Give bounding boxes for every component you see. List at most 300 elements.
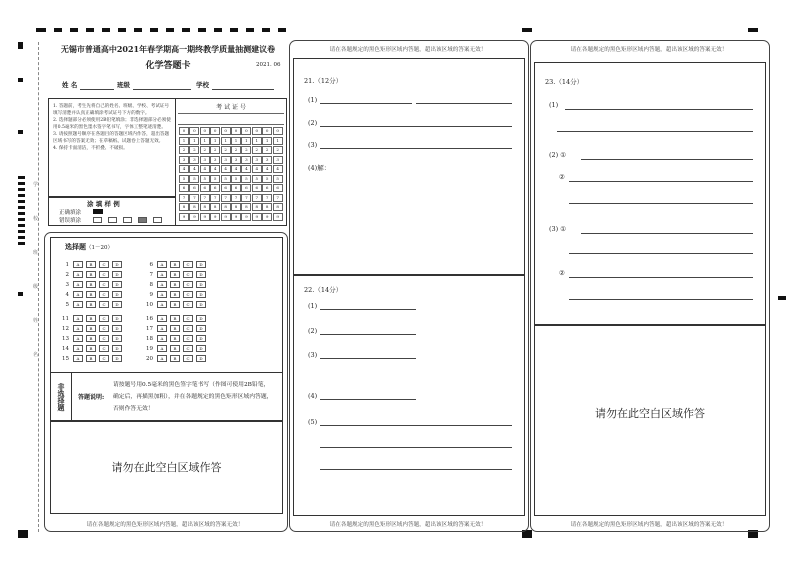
q21-part-label: (4)解：	[308, 164, 331, 172]
question-number: 19	[146, 345, 153, 352]
timing-mark	[522, 28, 532, 32]
exam-id-bubble[interactable]: 6	[221, 184, 231, 192]
exam-id-bubble[interactable]: 8	[189, 203, 199, 211]
exam-id-bubble[interactable]: 8	[262, 203, 272, 211]
exam-id-bubble[interactable]: 1	[179, 137, 189, 145]
instruction-item: 2. 选择题部分必须使用2B铅笔填涂；非选择题部分必须使用0.5毫米的黑色墨水签字笔书写，字体工整笔迹清楚。	[53, 118, 171, 130]
question-number: 10	[146, 301, 153, 308]
answer-bubble[interactable]: B	[170, 261, 180, 268]
exam-id-bubble[interactable]: 9	[200, 213, 210, 221]
exam-id-bubble[interactable]: 6	[252, 184, 262, 192]
exam-id-bubble[interactable]: 4	[273, 165, 283, 173]
exam-id-bubble[interactable]: 1	[252, 137, 262, 145]
timing-mark	[70, 28, 78, 32]
exam-id-bubble[interactable]: 2	[241, 146, 251, 154]
choice-row	[143, 314, 209, 323]
fill-example-box	[48, 196, 176, 226]
exam-id-bubble[interactable]: 6	[273, 184, 283, 192]
answer-bubble[interactable]: C	[99, 271, 109, 278]
class-field[interactable]	[133, 89, 191, 90]
answer-bubble[interactable]: A	[73, 315, 83, 322]
side-mark	[18, 292, 23, 296]
answer-bubble[interactable]: A	[157, 335, 167, 342]
correct-fill-label: 正确填涂	[59, 210, 82, 216]
question-number: 12	[62, 325, 69, 332]
blank-area-left	[50, 420, 283, 514]
timing-mark	[230, 28, 238, 32]
timing-mark	[150, 28, 158, 32]
question-number: 6	[149, 261, 153, 268]
nonchoice-note-label: 答题说明:	[78, 394, 105, 401]
exam-id-bubble[interactable]: 2	[210, 146, 220, 154]
exam-id-bubble[interactable]: 2	[189, 146, 199, 154]
answer-bubble[interactable]: B	[170, 271, 180, 278]
exam-id-bubble[interactable]: 2	[262, 146, 272, 154]
exam-id-box	[175, 98, 287, 226]
exam-id-bubble[interactable]: 4	[231, 165, 241, 173]
q22-part-label: (2)	[308, 327, 318, 335]
q23-part-label: (2) ①	[549, 151, 567, 159]
exam-id-bubble[interactable]: 8	[200, 203, 210, 211]
answer-bubble[interactable]: B	[86, 281, 96, 288]
answer-bubble[interactable]: B	[86, 271, 96, 278]
exam-id-bubble[interactable]: 9	[179, 213, 189, 221]
instruction-item: 4. 保持卡面清洁，不折叠、不破损。	[53, 146, 128, 151]
wrong-fill-sample	[123, 217, 132, 223]
answer-bubble[interactable]: D	[112, 335, 122, 342]
timing-mark	[118, 28, 126, 32]
exam-id-bubble[interactable]: 7	[273, 194, 283, 202]
exam-id-bubble[interactable]: 1	[262, 137, 272, 145]
choice-row	[143, 344, 209, 353]
q21-box[interactable]	[293, 58, 525, 276]
exam-id-write-row[interactable]	[178, 113, 284, 125]
exam-id-bubble[interactable]: 1	[241, 137, 251, 145]
question-number: 8	[149, 281, 153, 288]
answer-line[interactable]	[320, 103, 412, 104]
exam-id-bubble[interactable]: 7	[231, 194, 241, 202]
question-number: 9	[149, 291, 153, 298]
exam-id-bubble[interactable]: 3	[179, 156, 189, 164]
exam-id-bubble[interactable]: 5	[262, 175, 272, 183]
exam-id-bubble[interactable]: 0	[189, 127, 199, 135]
exam-id-bubble[interactable]: 9	[231, 213, 241, 221]
answer-bubble[interactable]: C	[99, 281, 109, 288]
answer-bubble[interactable]: B	[170, 335, 180, 342]
choice-rows	[51, 238, 282, 372]
side-mark	[18, 42, 23, 49]
answer-bubble[interactable]: C	[99, 335, 109, 342]
exam-id-bubble[interactable]: 0	[200, 127, 210, 135]
answer-bubble[interactable]: C	[99, 345, 109, 352]
answer-bubble[interactable]: A	[157, 345, 167, 352]
q21-part-label: (3)	[308, 141, 318, 149]
q23-box[interactable]	[534, 62, 766, 326]
exam-id-bubble[interactable]: 2	[221, 146, 231, 154]
q22-box[interactable]	[293, 274, 525, 516]
answer-bubble[interactable]: C	[183, 291, 193, 298]
answer-bubble[interactable]: D	[196, 335, 206, 342]
timing-mark	[134, 28, 142, 32]
exam-id-bubble[interactable]: 5	[241, 175, 251, 183]
answer-line[interactable]	[581, 159, 753, 160]
answer-line[interactable]	[320, 334, 416, 335]
header-notice: 请在各题规定的黑色矩形区域内答题，超出该区域的答案无效！	[329, 47, 487, 53]
question-number: 17	[146, 325, 153, 332]
exam-id-bubble[interactable]: 9	[189, 213, 199, 221]
q23-part-label: (1)	[549, 101, 559, 109]
answer-bubble[interactable]: A	[73, 345, 83, 352]
answer-line[interactable]	[320, 447, 512, 448]
answer-bubble[interactable]: B	[86, 355, 96, 362]
exam-id-bubble[interactable]: 5	[221, 175, 231, 183]
question-number: 5	[65, 301, 69, 308]
answer-bubble[interactable]: C	[183, 261, 193, 268]
exam-id-bubble[interactable]: 9	[273, 213, 283, 221]
choice-row	[59, 300, 125, 309]
exam-id-bubble[interactable]: 2	[231, 146, 241, 154]
answer-bubble[interactable]: D	[196, 355, 206, 362]
answer-bubble[interactable]: C	[99, 261, 109, 268]
exam-id-bubble[interactable]: 3	[262, 156, 272, 164]
exam-id-bubble[interactable]: 8	[221, 203, 231, 211]
answer-bubble[interactable]: A	[157, 281, 167, 288]
answer-bubble[interactable]: C	[183, 271, 193, 278]
exam-id-bubble[interactable]: 5	[200, 175, 210, 183]
answer-bubble[interactable]: C	[183, 325, 193, 332]
blank-area-right	[534, 324, 766, 516]
answer-line[interactable]	[569, 277, 753, 278]
exam-id-bubble[interactable]: 3	[241, 156, 251, 164]
wrong-fill-sample	[138, 217, 147, 223]
exam-id-bubble[interactable]: 0	[273, 127, 283, 135]
answer-bubble[interactable]: D	[196, 301, 206, 308]
answer-bubble[interactable]: A	[73, 261, 83, 268]
exam-id-bubble[interactable]: 7	[252, 194, 262, 202]
answer-bubble[interactable]: C	[99, 325, 109, 332]
timing-mark	[102, 28, 110, 32]
wrong-fill-sample	[153, 217, 162, 223]
q23-part-label: ②	[559, 173, 565, 181]
exam-id-bubble[interactable]: 5	[210, 175, 220, 183]
answer-line[interactable]	[581, 233, 753, 234]
exam-id-bubble[interactable]: 6	[189, 184, 199, 192]
answer-bubble[interactable]: C	[99, 291, 109, 298]
answer-line[interactable]	[569, 203, 753, 204]
answer-line[interactable]	[569, 299, 753, 300]
name-field[interactable]	[80, 89, 114, 90]
exam-id-bubble[interactable]: 1	[189, 137, 199, 145]
answer-line[interactable]	[320, 309, 416, 310]
answer-bubble[interactable]: A	[157, 291, 167, 298]
timing-mark	[198, 28, 206, 32]
answer-bubble[interactable]: B	[86, 325, 96, 332]
answer-bubble[interactable]: D	[112, 345, 122, 352]
exam-id-bubble[interactable]: 6	[241, 184, 251, 192]
side-mark	[18, 130, 23, 134]
exam-id-bubble[interactable]: 4	[252, 165, 262, 173]
answer-bubble[interactable]: C	[183, 335, 193, 342]
answer-bubble[interactable]: A	[73, 291, 83, 298]
choice-row	[59, 314, 125, 323]
answer-bubble[interactable]: C	[183, 301, 193, 308]
exam-id-bubble[interactable]: 3	[252, 156, 262, 164]
exam-id-bubble[interactable]: 0	[210, 127, 220, 135]
exam-id-bubble[interactable]: 1	[273, 137, 283, 145]
exam-id-bubble[interactable]: 9	[210, 213, 220, 221]
exam-id-bubble-grid[interactable]	[179, 127, 285, 223]
school-field[interactable]	[212, 89, 274, 90]
exam-id-bubble[interactable]: 5	[189, 175, 199, 183]
exam-id-bubble[interactable]: 2	[273, 146, 283, 154]
exam-id-bubble[interactable]: 6	[179, 184, 189, 192]
answer-bubble[interactable]: A	[157, 325, 167, 332]
exam-id-bubble[interactable]: 0	[252, 127, 262, 135]
page-title: 无锡市普通高中2021年春学期高一期终教学质量抽测建议卷	[60, 44, 276, 54]
answer-bubble[interactable]: C	[99, 301, 109, 308]
choice-row	[143, 334, 209, 343]
choice-row	[143, 324, 209, 333]
exam-id-bubble[interactable]: 8	[210, 203, 220, 211]
exam-id-label: 考 试 证 号	[216, 104, 246, 111]
nonchoice-note-text: 请按题号用0.5毫米的黑色签字笔书写（作图可使用2B铅笔，确定后，再描黑加粗），并在各题规定的黑色矩形区域内答题，否则作答无效！	[113, 382, 273, 412]
exam-id-bubble[interactable]: 7	[189, 194, 199, 202]
answer-bubble[interactable]: B	[170, 291, 180, 298]
exam-id-bubble[interactable]: 0	[221, 127, 231, 135]
timing-mark	[748, 28, 758, 32]
exam-id-bubble[interactable]: 3	[231, 156, 241, 164]
exam-id-bubble[interactable]: 1	[210, 137, 220, 145]
nonchoice-label: 非选择题	[51, 373, 72, 421]
exam-id-bubble[interactable]: 6	[262, 184, 272, 192]
choice-row	[143, 300, 209, 309]
footer-notice: 请在各题规定的黑色矩形区域内答题，超出该区域的答案无效！	[86, 522, 244, 528]
answer-bubble[interactable]: B	[170, 345, 180, 352]
answer-bubble[interactable]: A	[73, 281, 83, 288]
page-subtitle: 化学答题卡	[145, 61, 191, 71]
answer-bubble[interactable]: B	[170, 315, 180, 322]
answer-bubble[interactable]: D	[112, 301, 122, 308]
instructions-box	[48, 98, 176, 198]
exam-id-bubble[interactable]: 8	[231, 203, 241, 211]
timing-mark	[36, 28, 46, 32]
answer-bubble[interactable]: D	[196, 271, 206, 278]
timing-mark	[278, 28, 286, 32]
answer-bubble[interactable]: D	[196, 325, 206, 332]
q23-title: 23.（14分）	[545, 78, 584, 86]
answer-line[interactable]	[569, 181, 753, 182]
side-label: 校	[33, 216, 39, 222]
answer-bubble[interactable]: D	[112, 291, 122, 298]
answer-bubble[interactable]: B	[170, 355, 180, 362]
answer-bubble[interactable]: D	[196, 315, 206, 322]
choice-row	[59, 280, 125, 289]
q21-part-label: (2)	[308, 119, 318, 127]
exam-id-bubble[interactable]: 6	[200, 184, 210, 192]
answer-bubble[interactable]: B	[170, 281, 180, 288]
wrong-fill-sample	[108, 217, 117, 223]
timing-mark	[86, 28, 94, 32]
exam-id-bubble[interactable]: 4	[179, 165, 189, 173]
q22-part-label: (1)	[308, 302, 318, 310]
exam-id-bubble[interactable]: 4	[210, 165, 220, 173]
answer-bubble[interactable]: B	[170, 301, 180, 308]
answer-line[interactable]	[320, 148, 512, 149]
answer-bubble[interactable]: C	[99, 315, 109, 322]
choice-title: 选择题（1－20）	[65, 242, 113, 251]
answer-bubble[interactable]: B	[170, 325, 180, 332]
correct-fill-sample	[93, 209, 103, 214]
answer-line[interactable]	[320, 126, 512, 127]
exam-id-bubble[interactable]: 0	[241, 127, 251, 135]
timing-mark	[54, 28, 62, 32]
nonchoice-note-section	[50, 372, 283, 422]
exam-id-bubble[interactable]: 9	[252, 213, 262, 221]
exam-id-bubble[interactable]: 7	[221, 194, 231, 202]
exam-id-bubble[interactable]: 7	[179, 194, 189, 202]
answer-bubble[interactable]: A	[157, 271, 167, 278]
question-number: 3	[65, 281, 69, 288]
timing-mark	[166, 28, 174, 32]
answer-bubble[interactable]: B	[86, 335, 96, 342]
question-number: 11	[62, 315, 69, 322]
answer-bubble[interactable]: C	[183, 355, 193, 362]
exam-id-bubble[interactable]: 1	[200, 137, 210, 145]
answer-bubble[interactable]: D	[112, 315, 122, 322]
answer-line[interactable]	[320, 469, 512, 470]
answer-bubble[interactable]: B	[86, 345, 96, 352]
answer-bubble[interactable]: D	[196, 261, 206, 268]
side-labels	[33, 168, 41, 372]
answer-bubble[interactable]: A	[157, 355, 167, 362]
exam-id-bubble[interactable]: 2	[200, 146, 210, 154]
exam-id-bubble[interactable]: 4	[200, 165, 210, 173]
answer-bubble[interactable]: C	[183, 281, 193, 288]
exam-id-bubble[interactable]: 8	[273, 203, 283, 211]
choice-row	[143, 354, 209, 363]
exam-id-bubble[interactable]: 4	[221, 165, 231, 173]
answer-bubble[interactable]: D	[196, 291, 206, 298]
answer-bubble[interactable]: A	[157, 301, 167, 308]
answer-bubble[interactable]: A	[73, 355, 83, 362]
choice-row	[143, 290, 209, 299]
q23-part-label: (3) ①	[549, 225, 567, 233]
exam-id-bubble[interactable]: 1	[221, 137, 231, 145]
exam-id-bubble[interactable]: 0	[179, 127, 189, 135]
exam-id-bubble[interactable]: 4	[241, 165, 251, 173]
exam-id-bubble[interactable]: 7	[200, 194, 210, 202]
exam-id-bubble[interactable]: 7	[210, 194, 220, 202]
answer-bubble[interactable]: D	[196, 345, 206, 352]
answer-line[interactable]	[565, 109, 753, 110]
exam-id-bubble[interactable]: 9	[221, 213, 231, 221]
answer-line[interactable]	[320, 425, 512, 426]
wrong-fill-sample	[93, 217, 102, 223]
school-label: 学校	[196, 81, 209, 89]
answer-line[interactable]	[416, 103, 512, 104]
name-label: 姓 名	[62, 81, 78, 89]
exam-id-bubble[interactable]: 7	[262, 194, 272, 202]
answer-bubble[interactable]: B	[86, 291, 96, 298]
exam-id-bubble[interactable]: 6	[210, 184, 220, 192]
exam-id-bubble[interactable]: 3	[189, 156, 199, 164]
exam-id-bubble[interactable]: 9	[241, 213, 251, 221]
timing-mark	[214, 28, 222, 32]
answer-bubble[interactable]: A	[73, 325, 83, 332]
exam-id-bubble[interactable]: 5	[231, 175, 241, 183]
exam-id-bubble[interactable]: 6	[231, 184, 241, 192]
exam-id-bubble[interactable]: 2	[252, 146, 262, 154]
exam-id-bubble[interactable]: 9	[262, 213, 272, 221]
exam-id-bubble[interactable]: 3	[210, 156, 220, 164]
question-number: 14	[62, 345, 69, 352]
footer-notice: 请在各题规定的黑色矩形区域内答题，超出该区域的答案无效！	[329, 522, 487, 528]
answer-bubble[interactable]: A	[157, 261, 167, 268]
exam-id-bubble[interactable]: 5	[179, 175, 189, 183]
exam-id-bubble[interactable]: 4	[262, 165, 272, 173]
exam-id-bubble[interactable]: 0	[262, 127, 272, 135]
answer-line[interactable]	[320, 399, 416, 400]
side-mark	[778, 296, 786, 300]
answer-line[interactable]	[557, 131, 753, 132]
exam-id-bubble[interactable]: 5	[273, 175, 283, 183]
choice-row	[143, 280, 209, 289]
exam-id-bubble[interactable]: 8	[252, 203, 262, 211]
exam-id-bubble[interactable]: 8	[241, 203, 251, 211]
answer-bubble[interactable]: C	[99, 355, 109, 362]
q22-part-label: (5)	[308, 418, 318, 426]
choice-row	[59, 344, 125, 353]
exam-id-bubble[interactable]: 1	[231, 137, 241, 145]
side-label: 名	[33, 352, 39, 358]
answer-bubble[interactable]: A	[157, 315, 167, 322]
exam-id-bubble[interactable]: 2	[179, 146, 189, 154]
side-label: 姓	[33, 318, 39, 324]
exam-id-bubble[interactable]: 3	[200, 156, 210, 164]
answer-bubble[interactable]: B	[86, 315, 96, 322]
answer-bubble[interactable]: A	[73, 335, 83, 342]
question-number: 13	[62, 335, 69, 342]
answer-line[interactable]	[569, 253, 753, 254]
answer-bubble[interactable]: D	[112, 355, 122, 362]
exam-id-bubble[interactable]: 7	[241, 194, 251, 202]
timing-mark	[262, 28, 270, 32]
exam-id-bubble[interactable]: 0	[231, 127, 241, 135]
answer-bubble[interactable]: B	[86, 301, 96, 308]
answer-bubble[interactable]: A	[73, 301, 83, 308]
answer-bubble[interactable]: D	[112, 325, 122, 332]
answer-bubble[interactable]: D	[112, 281, 122, 288]
answer-bubble[interactable]: B	[86, 261, 96, 268]
timing-mark	[246, 28, 254, 32]
answer-bubble[interactable]: C	[183, 345, 193, 352]
answer-bubble[interactable]: A	[73, 271, 83, 278]
exam-id-bubble[interactable]: 8	[179, 203, 189, 211]
answer-line[interactable]	[320, 358, 416, 359]
wrong-fill-samples	[93, 217, 165, 223]
exam-id-bubble[interactable]: 3	[273, 156, 283, 164]
exam-id-bubble[interactable]: 4	[189, 165, 199, 173]
side-label: 级	[33, 284, 39, 290]
fill-example-title: 涂 填 样 例	[87, 200, 120, 208]
answer-bubble[interactable]: D	[112, 261, 122, 268]
choice-row	[143, 260, 209, 269]
exam-id-bubble[interactable]: 3	[221, 156, 231, 164]
answer-bubble[interactable]: D	[112, 271, 122, 278]
answer-bubble[interactable]: C	[183, 315, 193, 322]
exam-id-bubble[interactable]: 5	[252, 175, 262, 183]
answer-bubble[interactable]: D	[196, 281, 206, 288]
